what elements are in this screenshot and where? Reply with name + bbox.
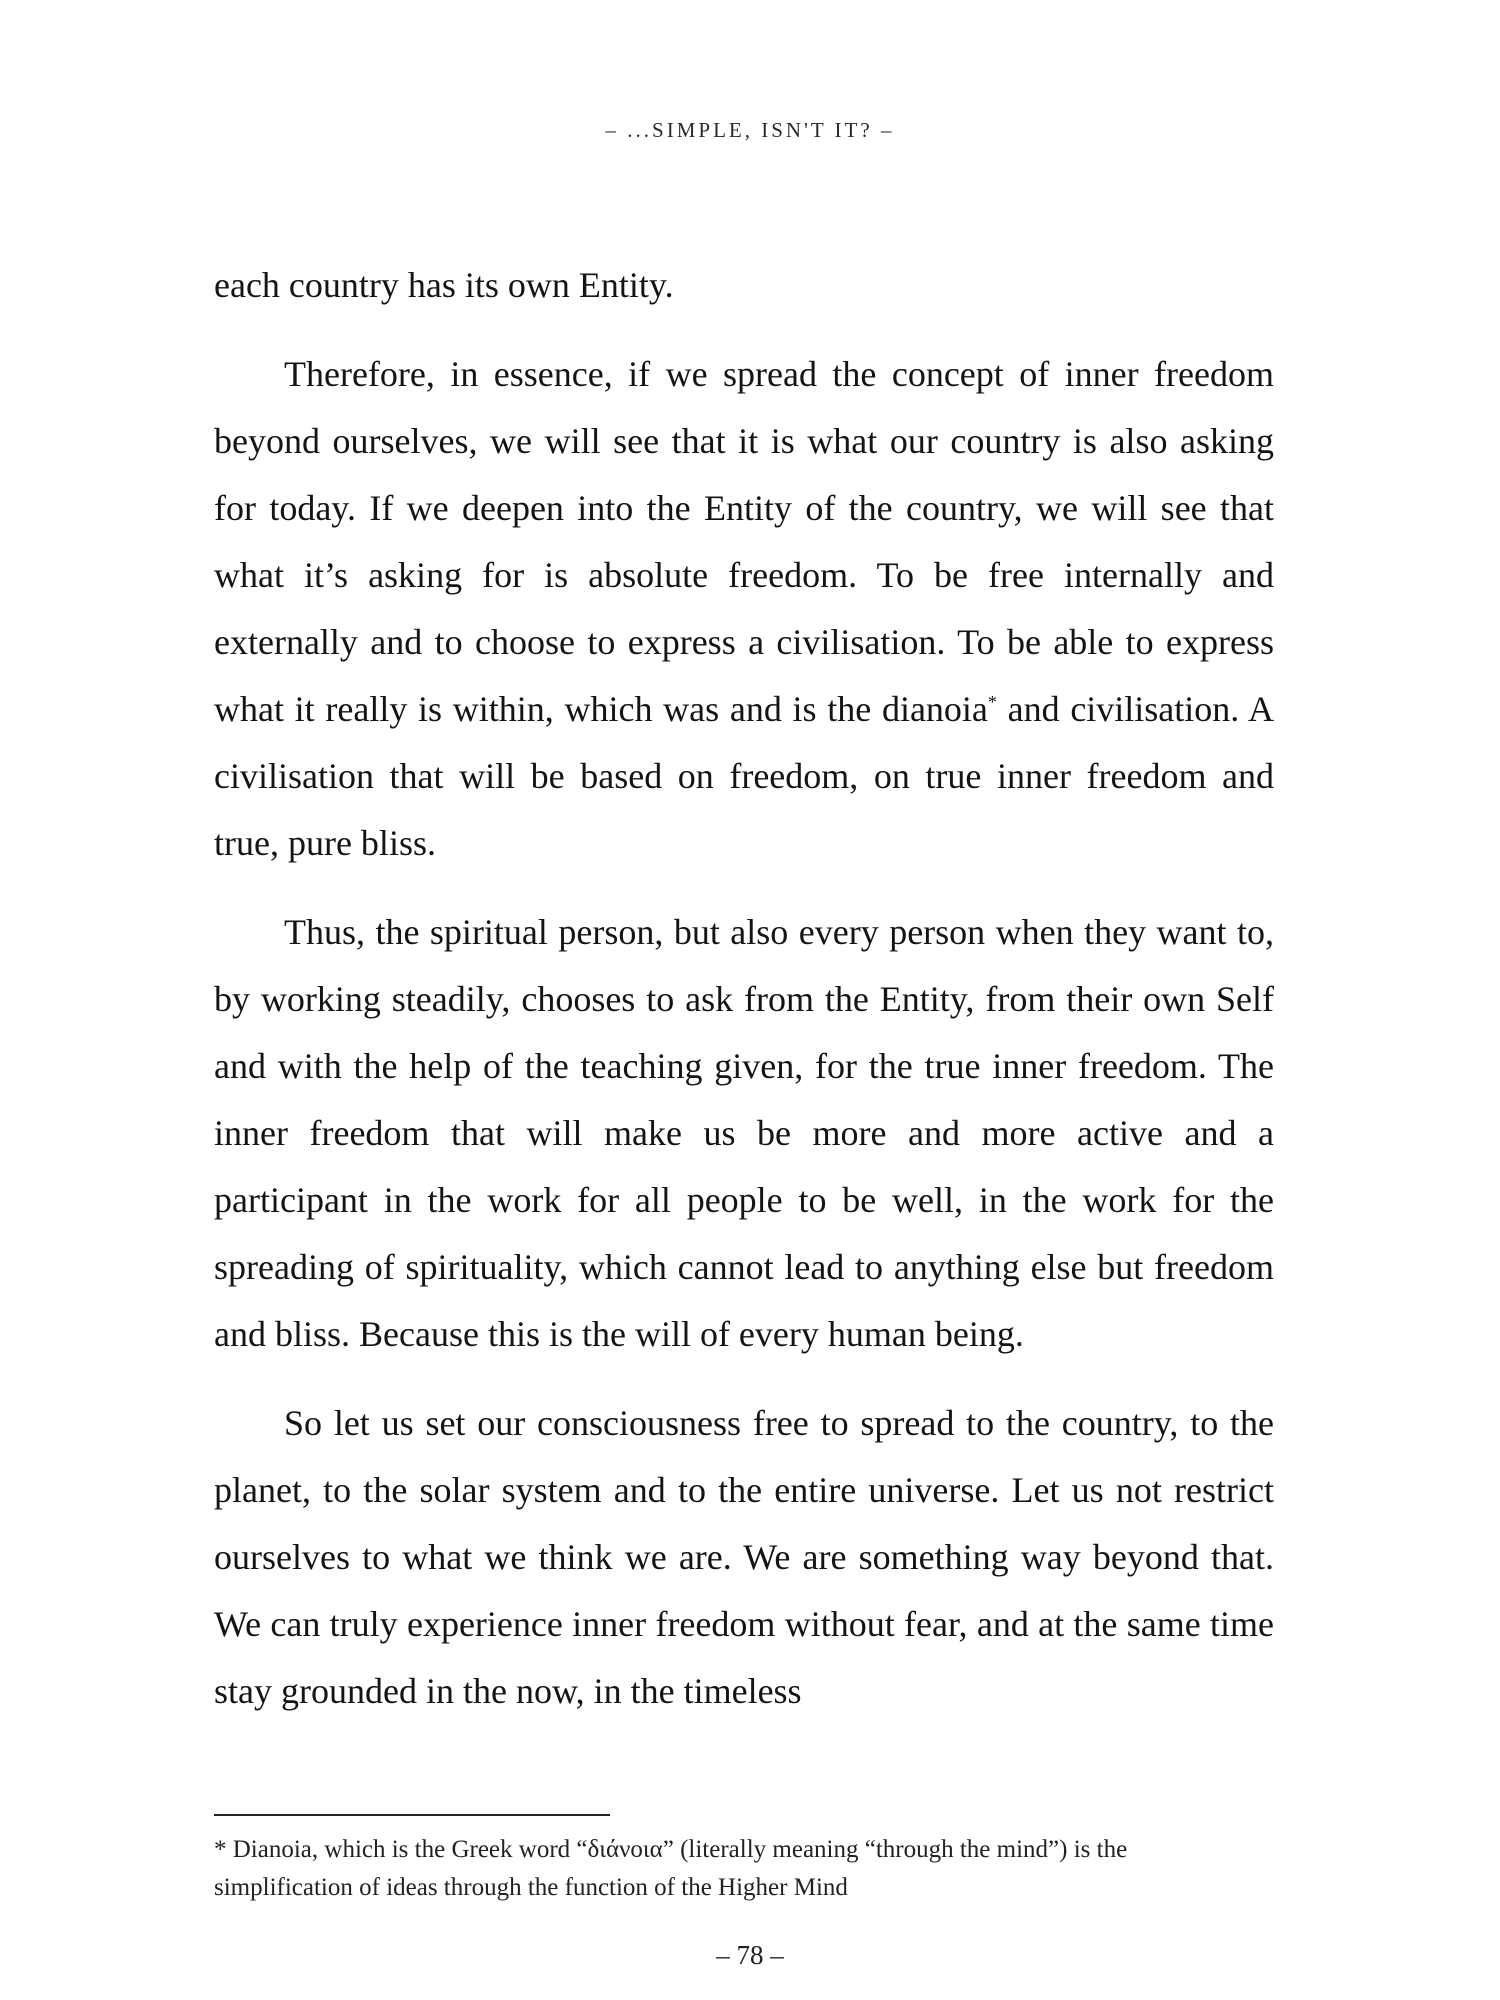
footnote-divider	[214, 1814, 610, 1816]
running-head: – ...SIMPLE, ISN'T IT? –	[605, 118, 895, 142]
paragraph-2	[214, 341, 1274, 877]
paragraph-2-start: Therefore, in essence, if we spread the concept of inner freedom beyond ourselves, we will see that it is what our country is also asking for today. If we deepen into the Entity of the country, we will see that what it’s asking for is absolute freedom. To be free internally and externally and to choose to express a civilisation. To be able to express what it really is within, which was and is the dianoia	[214, 354, 1274, 729]
footnote-marker: *	[987, 692, 997, 712]
paragraph-1: each country has its own Entity.	[214, 265, 674, 305]
body-text	[214, 252, 1274, 1747]
page-number: – 78 –	[716, 1940, 784, 1970]
paragraph-3: Thus, the spiritual person, but also every person when they want to, by working steadily, chooses to ask from the Entity, from their own Self and with the help of the teaching given, for the true inner freedom. The inner freedom that will make us be more and more active and a participant in the work for all people to be well, in the work for the spreading of spirituality, which cannot lead to anything else but freedom and bliss. Because this is the will of every human being.	[214, 912, 1274, 1354]
footnote: * Dianoia, which is the Greek word “διάνοια” (literally meaning “through the mind”) is the simplification of ideas through the function of the Higher Mind	[214, 1836, 1128, 1901]
paragraph-2-end: and civilisation. A civilisation that will be based on freedom, on true inner freedom and true, pure bliss.	[214, 689, 1275, 863]
paragraph-4: So let us set our consciousness free to spread to the country, to the planet, to the solar system and to the entire universe. Let us not restrict ourselves to what we think we are. We are something way beyond that. We can truly experience inner freedom without fear, and at the same time stay grounded in the now, in the timeless	[214, 1403, 1274, 1711]
